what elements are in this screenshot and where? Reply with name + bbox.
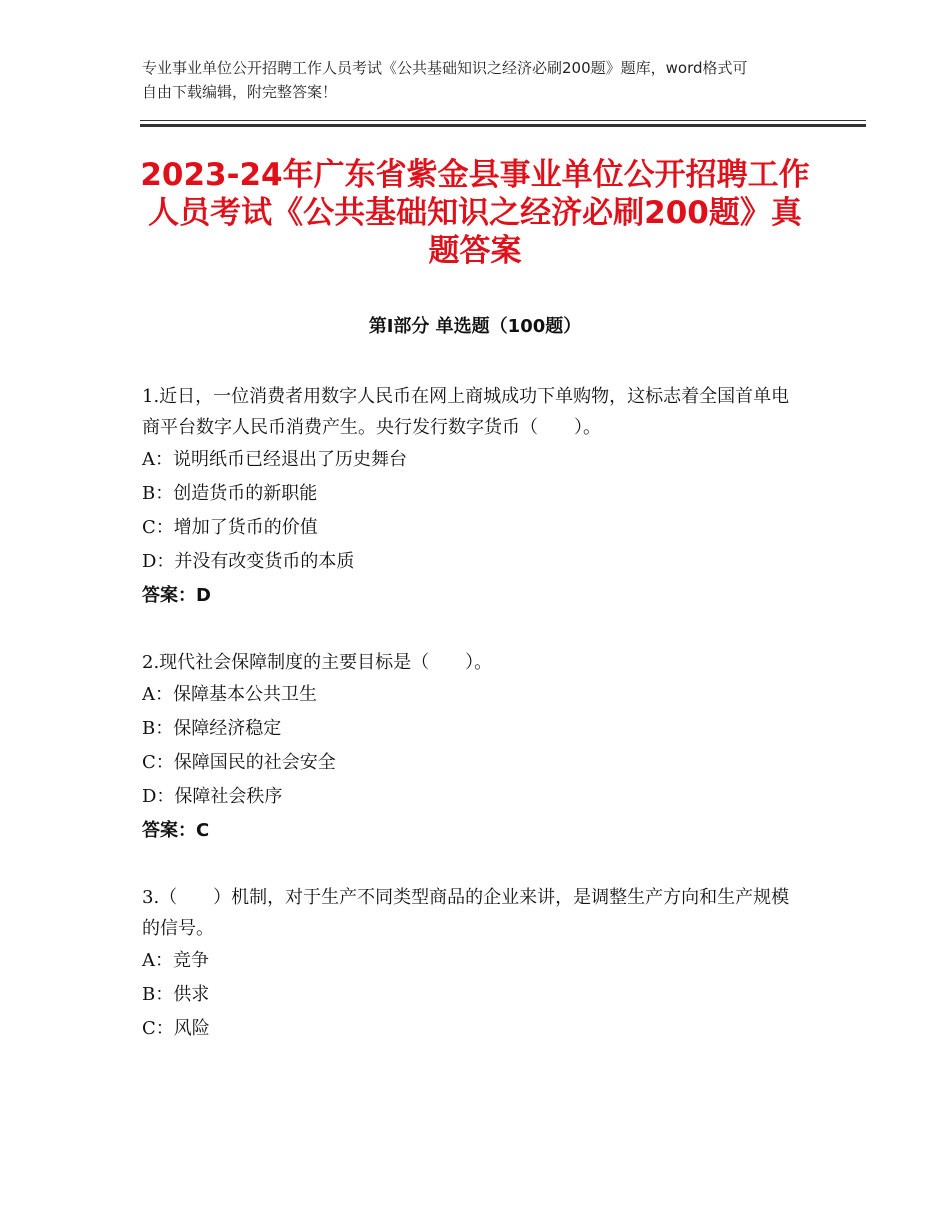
option-c: C：保障国民的社会安全 (142, 752, 336, 773)
option-a: A：说明纸币已经退出了历史舞台 (142, 449, 407, 470)
option-d: D：并没有改变货币的本质 (142, 551, 355, 572)
question-2 (142, 647, 802, 848)
header-note: 专业事业单位公开招聘工作人员考试《公共基础知识之经济必刷200题》题库，word格式可自由下载编辑，附完整答案！ (142, 59, 748, 101)
option-d: D：保障社会秩序 (142, 786, 283, 807)
question-3 (142, 882, 802, 1046)
question-stem: 2.现代社会保障制度的主要目标是（ ）。 (142, 652, 493, 673)
header-divider-thick (140, 124, 866, 127)
option-c: C：增加了货币的价值 (142, 517, 318, 538)
document-title: 2023-24年广东省紫金县事业单位公开招聘工作人员考试《公共基础知识之经济必刷200题》真题答案 (140, 157, 810, 269)
question-stem: 1.近日，一位消费者用数字人民币在网上商城成功下单购物，这标志着全国首单电商平台数字人民币消费产生。央行发行数字货币（ ）。 (142, 386, 790, 438)
option-b: B：创造货币的新职能 (142, 483, 318, 504)
option-a: A：竞争 (142, 950, 209, 971)
section-title: 第Ⅰ部分 单选题（100题） (368, 316, 582, 337)
option-b: B：保障经济稳定 (142, 718, 282, 739)
option-a: A：保障基本公共卫生 (142, 684, 317, 705)
question-1 (142, 381, 802, 613)
option-c: C：风险 (142, 1018, 210, 1039)
option-b: B：供求 (142, 984, 210, 1005)
header-divider-thin (140, 120, 866, 121)
answer: 答案：C (142, 820, 210, 841)
question-list (142, 381, 802, 1080)
answer: 答案：D (142, 585, 211, 606)
question-stem: 3.（ ）机制，对于生产不同类型商品的企业来讲，是调整生产方向和生产规模的信号。 (142, 887, 790, 939)
